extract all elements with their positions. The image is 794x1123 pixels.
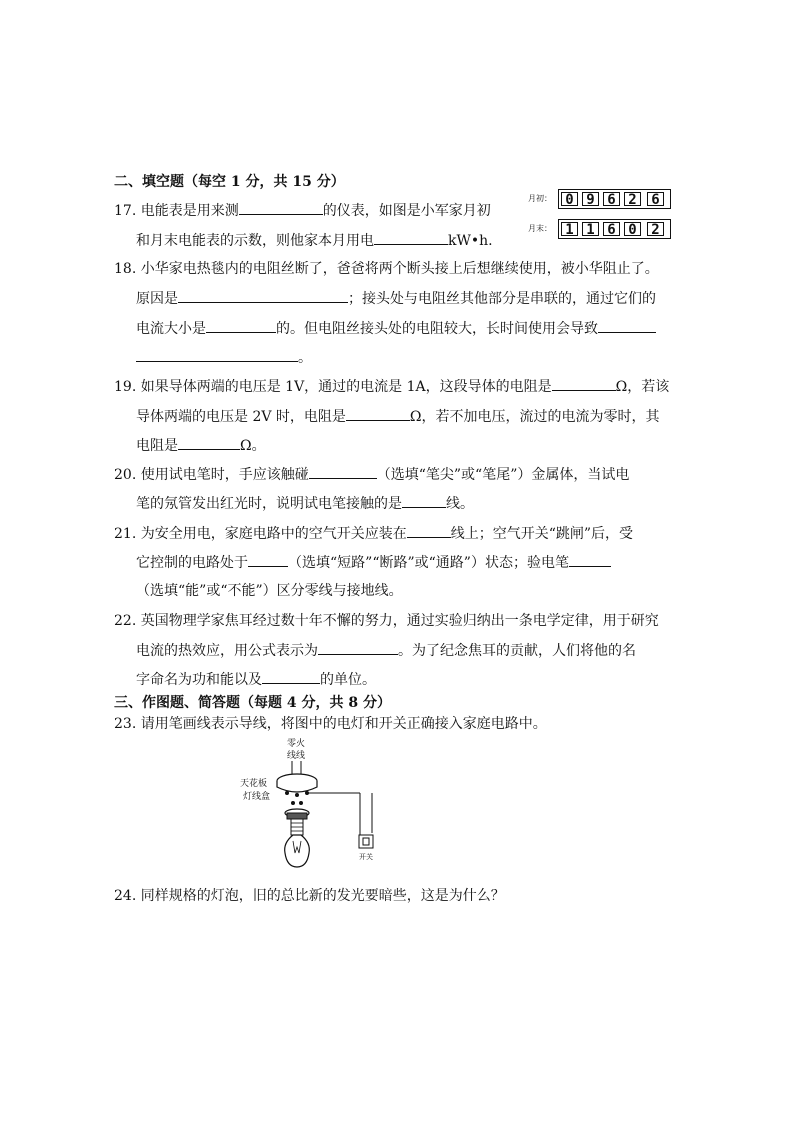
q19-text-f: Ω。 <box>240 438 266 454</box>
q20-line2 <box>136 493 474 514</box>
q21-text-c: 它控制的电路处于 <box>136 555 248 571</box>
q18-blank-1[interactable] <box>178 288 348 303</box>
q21-text-d: （选填“短路”“断路”或“通路”）状态；验电笔 <box>288 555 569 571</box>
switch-icon <box>363 838 369 845</box>
q22-line3 <box>136 669 376 690</box>
terminal-dot <box>291 801 295 805</box>
q17-blank-2[interactable] <box>374 230 448 245</box>
q17-blank-1[interactable] <box>239 200 323 215</box>
meter-start-display <box>558 189 671 209</box>
q17-text-a: 17. 电能表是用来测 <box>114 203 239 219</box>
circuit-diagram <box>225 737 395 877</box>
q18-text-c: 电流大小是 <box>136 321 206 337</box>
q17-unit: kW•h. <box>448 233 493 249</box>
switch-label: 开关 <box>359 853 373 861</box>
q20-text-c: 笔的氖管发出红光时，说明试电笔接触的是 <box>136 496 402 512</box>
lamp-holder <box>287 813 307 819</box>
q20-text-b: （选填“笔尖”或“笔尾”）金属体，当试电 <box>376 467 630 483</box>
meter-start-digit: 2 <box>624 192 641 206</box>
meter-end-digit: 0 <box>624 222 641 236</box>
q18-line2 <box>136 288 656 309</box>
q20-text-a: 20. 使用试电笔时，手应该触碰 <box>114 467 309 483</box>
meter-end-decimal-digit: 2 <box>647 222 664 236</box>
fire-line-label: 火 <box>296 739 306 749</box>
q18-text-b: ；接头处与电阻丝其他部分是串联的，通过它们的 <box>348 291 656 307</box>
q22-text-a: 电流的热效应，用公式表示为 <box>136 643 318 659</box>
q18-blank-2[interactable] <box>206 318 276 333</box>
line-label: 线线 <box>287 751 306 761</box>
q21-line2 <box>136 552 611 573</box>
q19-blank-3[interactable] <box>178 435 240 450</box>
q19-line2 <box>136 406 660 427</box>
q18-end: 。 <box>298 350 312 366</box>
q19-text-c: 导体两端的电压是 2V 时，电阻是 <box>136 409 346 425</box>
q21-text-a: 21. 为安全用电，家庭电路中的空气开关应装在 <box>114 526 407 542</box>
meter-start-decimal-digit: 6 <box>647 192 664 206</box>
q18-line4 <box>136 347 312 368</box>
q21-text-b: 线上；空气开关“跳闸”后，受 <box>450 526 634 542</box>
meter-end-digit: 1 <box>561 222 578 236</box>
q22-line1: 22. 英国物理学家焦耳经过数十年不懈的努力，通过实验归纳出一条电学定律，用于研究 <box>114 613 659 629</box>
meter-start-digit: 0 <box>561 192 578 206</box>
q17-line1 <box>114 200 491 221</box>
q21-line1 <box>114 523 633 544</box>
q21-blank-1[interactable] <box>407 523 451 538</box>
q22-line2 <box>136 640 636 661</box>
meter-end-label: 月末： <box>528 224 552 233</box>
meter-start-digit: 9 <box>582 192 599 206</box>
q19-text-d: Ω，若不加电压，流过的电流为零时，其 <box>409 409 660 425</box>
meter-end-display <box>558 219 671 239</box>
q22-blank-1[interactable] <box>318 640 398 655</box>
meter-start-digit: 6 <box>603 192 620 206</box>
q18-text-d: 的。但电阻丝接头处的电阻较大，长时间使用会导致 <box>276 321 598 337</box>
terminal-dot <box>299 801 303 805</box>
q20-blank-1[interactable] <box>309 464 377 479</box>
q19-blank-1[interactable] <box>552 376 616 391</box>
meter-end-digit: 6 <box>603 222 620 236</box>
q20-blank-2[interactable] <box>402 493 446 508</box>
ceiling-label-2: 灯线盒 <box>243 792 271 802</box>
section3-title: 三、作图题、简答题（每题 4 分，共 8 分） <box>114 695 391 711</box>
meter-start-label: 月初： <box>528 194 552 203</box>
q19-line1 <box>114 376 669 397</box>
q18-line3 <box>136 318 656 339</box>
q22-blank-2[interactable] <box>262 669 320 684</box>
q21-blank-2[interactable] <box>248 552 288 567</box>
q19-text-e: 电阻是 <box>136 438 178 454</box>
q20-line1 <box>114 464 629 485</box>
q22-text-b: 。为了纪念焦耳的贡献，人们将他的名 <box>398 643 636 659</box>
q19-blank-2[interactable] <box>346 406 410 421</box>
q18-blank-3a[interactable] <box>598 318 656 333</box>
q24-text: 24. 同样规格的灯泡，旧的总比新的发光要暗些，这是为什么？ <box>114 888 505 904</box>
q22-text-c: 字命名为功和能以及 <box>136 672 262 688</box>
q21-line3: （选填“能”或“不能”）区分零线与接地线。 <box>136 583 403 599</box>
terminal-dot <box>285 791 289 795</box>
q17-text-b: 的仪表，如图是小军家月初 <box>322 203 491 219</box>
ceiling-box-body <box>277 781 317 792</box>
q17-line2 <box>136 230 493 251</box>
q23-text: 23. 请用笔画线表示导线，将图中的电灯和开关正确接入家庭电路中。 <box>114 716 547 732</box>
section2-title: 二、填空题（每空 1 分，共 15 分） <box>114 174 345 190</box>
q18-line1: 18. 小华家电热毯内的电阻丝断了，爸爸将两个断头接上后想继续使用，被小华阻止了。 <box>114 261 659 277</box>
zero-line-label: 零 <box>287 739 297 749</box>
q19-text-a: 19. 如果导体两端的电压是 1V，通过的电流是 1A，这段导体的电阻是 <box>114 379 552 395</box>
light-bulb-icon <box>285 835 310 867</box>
q19-text-b: Ω，若该 <box>615 379 670 395</box>
q17-text-c: 和月末电能表的示数，则他家本月用电 <box>136 233 374 249</box>
q20-text-d: 线。 <box>446 496 474 512</box>
ceiling-label-1: 天花板 <box>240 779 268 789</box>
q21-blank-3[interactable] <box>569 552 611 567</box>
q19-line3 <box>136 435 266 456</box>
q18-text-a: 原因是 <box>136 291 178 307</box>
q18-blank-3b[interactable] <box>136 347 298 362</box>
q22-text-d: 的单位。 <box>320 672 376 688</box>
meter-end-digit: 1 <box>582 222 599 236</box>
terminal-dot <box>295 793 299 797</box>
